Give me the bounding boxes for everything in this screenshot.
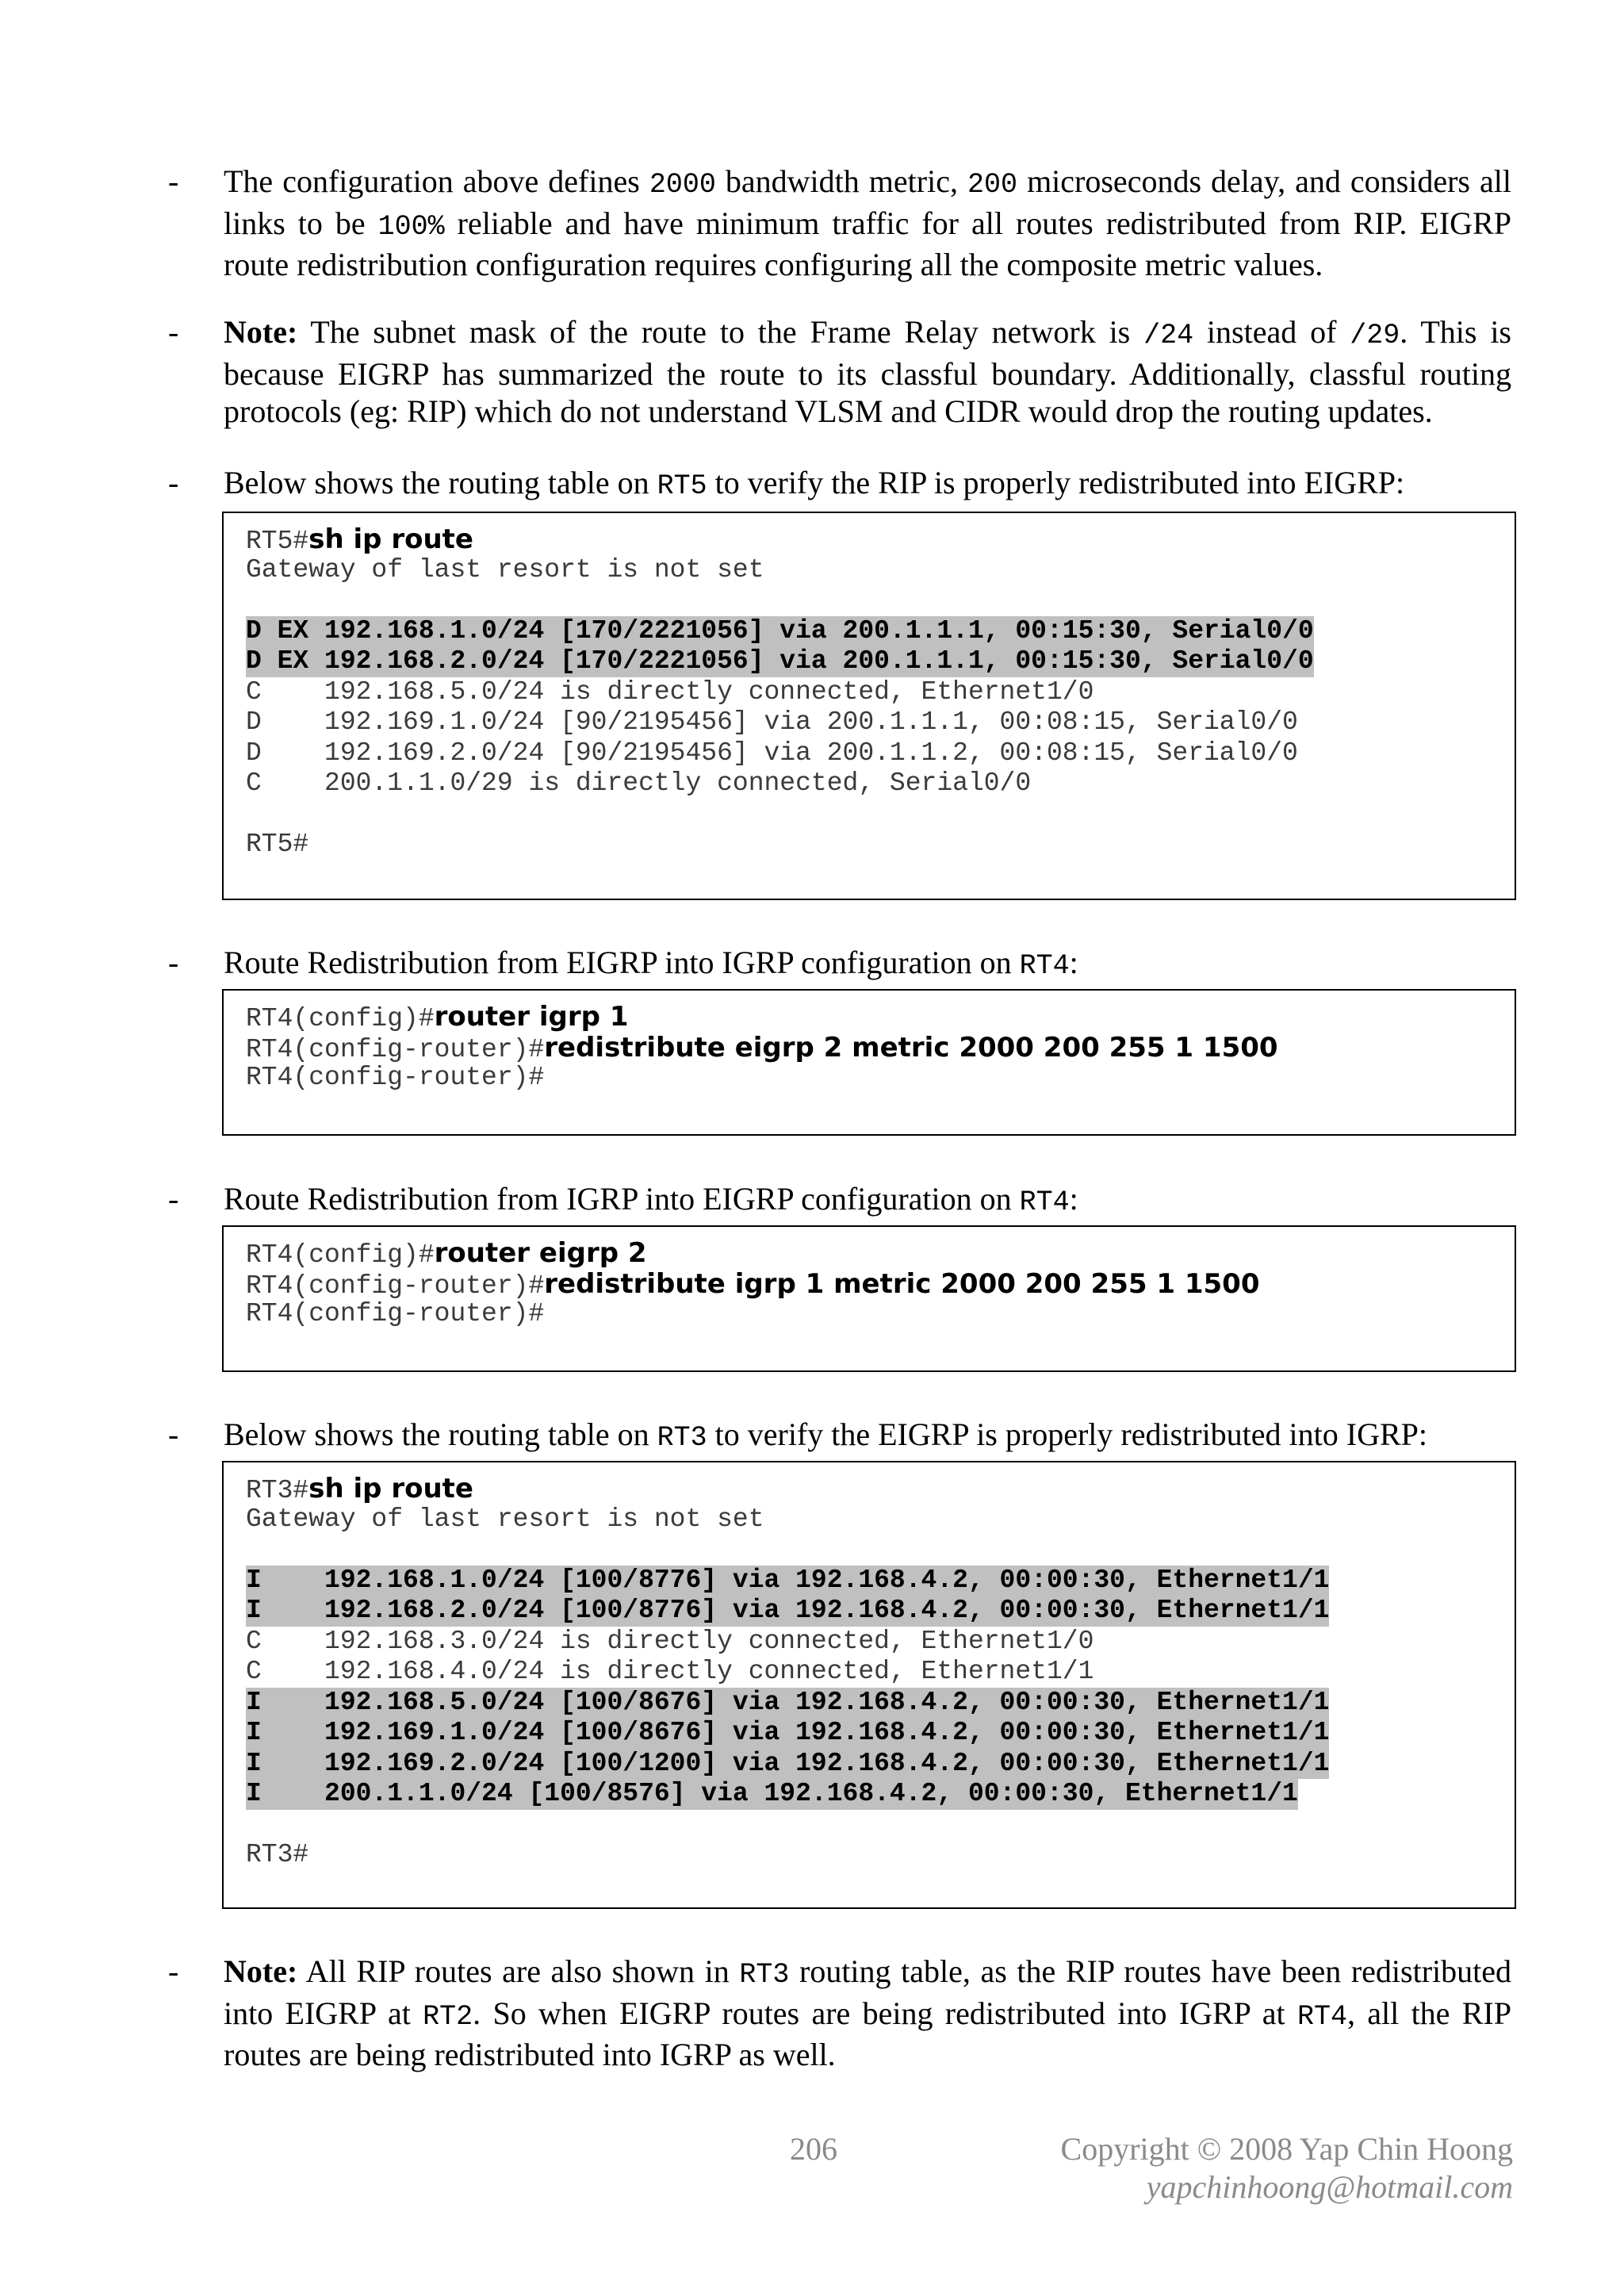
terminal-line: RT4(config-router)#redistribute eigrp 2 metric 2000 200 255 1 1500	[246, 1031, 1278, 1064]
terminal-line: RT3#	[246, 1840, 309, 1869]
inline-code: RT4	[1019, 950, 1070, 982]
route-line	[246, 1779, 1515, 1810]
terminal-line: Gateway of last resort is not set	[246, 1504, 764, 1534]
bullet-rip-routes-note	[168, 1953, 1511, 2074]
route-line: C 192.168.4.0/24 is directly connected, Ethernet1/1	[246, 1657, 1094, 1686]
bullet-dash: -	[168, 314, 179, 350]
inline-code: RT5	[657, 470, 707, 502]
terminal-line: RT4(config-router)#	[246, 1299, 545, 1328]
route-line: C 192.168.3.0/24 is directly connected, Ethernet1/0	[246, 1626, 1094, 1656]
inline-code: RT3	[739, 1959, 790, 1991]
terminal-line: RT4(config)#router igrp 1	[246, 1001, 629, 1033]
inline-code: RT2	[423, 2000, 473, 2033]
terminal-line: Gateway of last resort is not set	[246, 554, 764, 585]
bullet-text: The configuration above defines 2000 bandwidth metric, 200 microseconds delay, and considers all links to be 100% reliable and have minimum traffic for all routes redistributed from RIP. EIGRP route redistribution configuration requires configuring all the composite metric values.	[224, 163, 1511, 282]
bullet-dash: -	[168, 1953, 179, 1989]
inline-code: 200	[967, 169, 1018, 201]
note-label: Note:	[224, 314, 298, 350]
terminal-line: RT4(config-router)#redistribute igrp 1 metric 2000 200 255 1 1500	[246, 1267, 1260, 1301]
highlighted-route: I 192.169.2.0/24 [100/1200] via 192.168.4.2, 00:00:30, Ethernet1/1	[246, 1748, 1330, 1778]
route-line	[246, 616, 1515, 647]
bullet-metric-explanation	[168, 163, 1511, 284]
bullet-subnet-note	[168, 313, 1511, 431]
footer-copyright	[1061, 2130, 1513, 2206]
highlighted-route: I 200.1.1.0/24 [100/8576] via 192.168.4.2, 00:00:30, Ethernet1/1	[246, 1779, 1298, 1808]
route-line: C 200.1.1.0/29 is directly connected, Serial0/0	[246, 769, 1032, 798]
terminal-blank-line	[246, 585, 1515, 616]
bullet-dash: -	[168, 465, 179, 500]
terminal-line: RT3#sh ip route	[246, 1473, 473, 1505]
inline-code: /29	[1350, 320, 1400, 351]
command-text: redistribute eigrp 2 metric 2000 200 255 1 1500	[544, 1031, 1278, 1064]
highlighted-route: D EX 192.168.2.0/24 [170/2221056] via 200.1.1.1, 00:15:30, Serial0/0	[246, 646, 1314, 676]
copyright-text: Copyright © 2008 Yap Chin Hoong	[1060, 2131, 1513, 2167]
route-line	[246, 1749, 1515, 1780]
bullet-text: Route Redistribution from EIGRP into IGRP configuration on RT4:	[224, 945, 1078, 982]
command-text: sh ip route	[308, 1473, 473, 1504]
bullet-rt3-intro	[168, 1416, 1511, 1458]
bullet-dash: -	[168, 1181, 179, 1217]
inline-code: 100%	[377, 210, 445, 243]
inline-code: /24	[1143, 320, 1194, 351]
terminal-line: RT4(config)#router eigrp 2	[246, 1237, 647, 1270]
terminal-line: RT4(config-router)#	[246, 1063, 545, 1092]
bullet-text: Note: All RIP routes are also shown in RT3 routing table, as the RIP routes have been redistributed into EIGRP at RT2. So when EIGRP routes are being redistributed into IGRP at RT4, all the RIP routes are being redistributed into IGRP as well.	[224, 1953, 1512, 2072]
route-line	[246, 1718, 1515, 1749]
author-email: yapchinhoong@hotmail.com	[1146, 2169, 1513, 2205]
terminal-rt5-routing-table	[222, 512, 1516, 900]
bullet-dash: -	[168, 945, 179, 980]
terminal-line: RT5#	[246, 830, 309, 859]
highlighted-route: I 192.168.1.0/24 [100/8776] via 192.168.4.2, 00:00:30, Ethernet1/1	[246, 1565, 1330, 1595]
highlighted-route: D EX 192.168.1.0/24 [170/2221056] via 200.1.1.1, 00:15:30, Serial0/0	[246, 615, 1314, 646]
bullet-eigrp-into-igrp	[168, 944, 1511, 986]
bullet-dash: -	[168, 163, 179, 199]
terminal-rt4-eigrp-config	[222, 1225, 1516, 1372]
page-number: 206	[790, 2131, 837, 2167]
route-line: D 192.169.2.0/24 [90/2195456] via 200.1.1.2, 00:08:15, Serial0/0	[246, 738, 1298, 768]
highlighted-route: I 192.168.2.0/24 [100/8776] via 192.168.4.2, 00:00:30, Ethernet1/1	[246, 1596, 1330, 1625]
terminal-rt4-igrp-config	[222, 989, 1516, 1136]
route-line	[246, 1596, 1515, 1627]
terminal-blank-line	[246, 1810, 1515, 1841]
bullet-text: Below shows the routing table on RT3 to verify the EIGRP is properly redistributed into IGRP:	[224, 1416, 1428, 1454]
inline-code: RT3	[657, 1422, 707, 1454]
bullet-dash: -	[168, 1416, 179, 1452]
command-text: router eigrp 2	[434, 1237, 647, 1269]
route-line: C 192.168.5.0/24 is directly connected, Ethernet1/0	[246, 677, 1094, 707]
terminal-rt3-routing-table	[222, 1461, 1516, 1909]
route-line: D 192.169.1.0/24 [90/2195456] via 200.1.1.1, 00:08:15, Serial0/0	[246, 707, 1298, 737]
inline-code: RT4	[1297, 2000, 1347, 2033]
note-label: Note:	[224, 1953, 298, 1989]
command-text: sh ip route	[308, 523, 473, 555]
terminal-blank-line	[246, 799, 1515, 830]
highlighted-route: I 192.168.5.0/24 [100/8676] via 192.168.4.2, 00:00:30, Ethernet1/1	[246, 1687, 1330, 1717]
bullet-text: Note: The subnet mask of the route to the Frame Relay network is /24 instead of /29. This is because EIGRP has summarized the route to its classful boundary. Additionally, classful routing protocols (eg: RIP) which do not understand VLSM and CIDR would drop the routing updates.	[224, 314, 1511, 429]
route-line	[246, 1688, 1515, 1719]
command-text: redistribute igrp 1 metric 2000 200 255 1 1500	[544, 1267, 1260, 1300]
command-text: router igrp 1	[434, 1001, 629, 1033]
route-line	[246, 646, 1515, 677]
inline-code: 2000	[649, 169, 716, 201]
terminal-line: RT5#sh ip route	[246, 523, 473, 556]
highlighted-route: I 192.169.1.0/24 [100/8676] via 192.168.4.2, 00:00:30, Ethernet1/1	[246, 1718, 1330, 1747]
bullet-rt5-intro	[168, 464, 1511, 506]
route-line	[246, 1566, 1515, 1596]
bullet-text: Route Redistribution from IGRP into EIGRP configuration on RT4:	[224, 1181, 1078, 1218]
terminal-blank-line	[246, 1535, 1515, 1566]
bullet-igrp-into-eigrp	[168, 1180, 1511, 1222]
inline-code: RT4	[1019, 1186, 1070, 1218]
bullet-text: Below shows the routing table on RT5 to verify the RIP is properly redistributed into EIGRP:	[224, 465, 1405, 502]
